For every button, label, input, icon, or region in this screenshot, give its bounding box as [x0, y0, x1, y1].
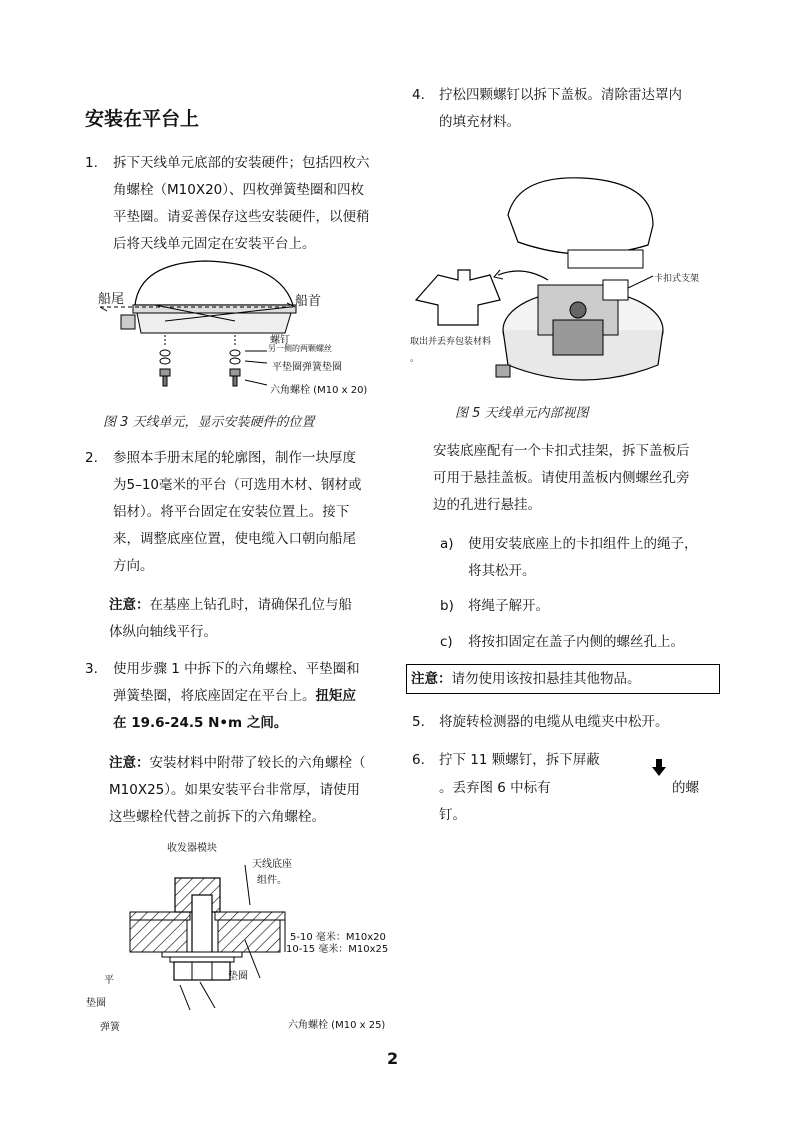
note-1-line: 体纵向轴线平行。 — [109, 624, 217, 640]
sub-b-label: b) — [440, 598, 454, 614]
figure-3-caption: 图 3 天线单元，显示安装硬件的位置 — [103, 415, 315, 430]
motor-block-shape — [553, 320, 603, 355]
step-6-line-1: 拧下 11 颗螺钉，拆下屏蔽 — [439, 752, 600, 768]
leader-line — [200, 982, 215, 1008]
leader-line — [245, 380, 267, 385]
sub-c-label: c) — [440, 634, 453, 650]
hex-head-shape — [174, 962, 230, 980]
other-side-label: 另一侧的两颗螺丝 — [268, 344, 332, 353]
spring-washer-shape — [170, 957, 234, 962]
step-4-line: 的填充材料。 — [439, 114, 520, 130]
note-2-line: 安装材料中附带了较长的六角螺栓（ — [149, 755, 366, 771]
washer-label: 垫圈 — [228, 971, 248, 982]
page-number: 2 — [387, 1049, 399, 1068]
packing-material-shape — [416, 270, 500, 325]
step-1-number: 1. — [85, 155, 98, 171]
step-2-number: 2. — [85, 450, 98, 466]
step-1-text — [113, 150, 370, 258]
step-6-number: 6. — [412, 752, 425, 768]
step-2-line: 铝材）。将平台固定在安装位置上。接下 — [113, 504, 350, 520]
note-3-box — [406, 664, 720, 694]
bolt-shaft-shape — [192, 895, 212, 955]
note-2-line: 这些螺栓代替之前拆下的六角螺栓。 — [109, 809, 325, 825]
hardware-stack-left — [160, 350, 170, 386]
step-3-line: 弹簧垫圈，将底座固定在平台上。 — [113, 688, 316, 704]
sub-a-text — [468, 531, 698, 585]
note-2-line: M10X25）。如果安装平台非常厚，请使用 — [109, 782, 361, 798]
stern-label: 船尾 — [98, 292, 125, 307]
radome-cover-shape — [508, 178, 653, 255]
radome-dome-shape — [135, 261, 293, 305]
flat-label: 平 — [104, 975, 114, 986]
clip-bracket-shape — [603, 280, 628, 300]
leader-line — [245, 361, 267, 363]
step-1-line: 角螺栓（M10X20）、四枚弹簧垫圈和四枚 — [113, 182, 365, 198]
base-label-2: 组件。 — [257, 875, 287, 886]
base-plate-left — [130, 912, 190, 920]
dimension-label-1: 5-10 毫米：M10x20 — [290, 932, 386, 943]
transceiver-label: 收发器模块 — [167, 843, 217, 854]
sub-b-text: 将绳子解开。 — [468, 598, 549, 614]
cable-gland-shape — [496, 365, 510, 377]
paragraph-line: 安装底座配有一个卡扣式挂架，拆下盖板后 — [433, 443, 690, 459]
torque-text: 扭矩应 — [315, 688, 356, 704]
hardware-stack-right — [230, 350, 240, 386]
remove-packing-label: 取出并丢弃包装材料 — [410, 337, 492, 347]
bracket-top-shape — [568, 250, 643, 268]
sub-a-line: 使用安装底座上的卡扣组件上的绳子， — [468, 536, 698, 552]
sub-a-label: a) — [440, 536, 454, 552]
step-1-line: 平垫圈。请妥善保存这些安装硬件，以便稍 — [113, 209, 370, 225]
sub-c-text: 将按扣固定在盖子内侧的螺丝孔上。 — [468, 634, 684, 650]
paragraph-line: 边的孔进行悬挂。 — [433, 497, 541, 513]
dimension-label-2: 10-15 毫米：M10x25 — [286, 944, 389, 955]
leader-line — [180, 985, 190, 1010]
step-3-number: 3. — [85, 661, 98, 677]
platform-left — [130, 920, 187, 952]
step-6-line-2b: 的螺 — [672, 780, 699, 796]
torque-value: 在 19.6-24.5 N•m 之间。 — [113, 715, 288, 731]
step-4-text — [439, 82, 682, 136]
step-2-line: 参照本手册末尾的轮廓图，制作一块厚度 — [113, 450, 356, 466]
step-6-line-3: 钉。 — [439, 807, 466, 823]
leader-line — [245, 865, 250, 905]
step-1-line: 拆下天线单元底部的安装硬件；包括四枚六 — [113, 155, 370, 171]
note-3-text: 请勿使用该按扣悬挂其他物品。 — [451, 671, 641, 687]
step-5-text: 将旋转检测器的电缆从电缆夹中松开。 — [439, 714, 669, 730]
base-plate-right — [215, 912, 285, 920]
hanger-paragraph — [433, 438, 690, 519]
hex-bolt-25-label: 六角螺栓 (M10 x 25) — [288, 1020, 386, 1031]
remove-packing-dot: 。 — [410, 354, 420, 364]
note-2 — [109, 750, 366, 831]
sub-a-line: 将其松开。 — [468, 563, 536, 579]
spring-label: 弹簧 — [100, 1022, 120, 1033]
base-label: 天线底座 — [252, 859, 292, 870]
screw-label: 螺钉 — [270, 335, 290, 346]
step-1-line: 后将天线单元固定在安装平台上。 — [113, 236, 316, 252]
note-3-label: 注意： — [411, 671, 452, 687]
cable-gland-shape — [121, 315, 135, 329]
figure-5-caption: 图 5 天线单元内部视图 — [455, 406, 589, 421]
step-5-number: 5. — [412, 714, 425, 730]
step-2-line: 方向。 — [113, 558, 154, 574]
leader-line — [628, 276, 653, 288]
hex-bolt-label: 六角螺栓 (M10 x 20) — [270, 385, 368, 396]
step-2-line: 为5–10毫米的平台（可选用木材、钢材或 — [113, 477, 362, 493]
step-4-number: 4. — [412, 87, 425, 103]
rotor-shape — [570, 302, 586, 318]
bow-label: 船首 — [295, 294, 322, 309]
step-2-line: 来，调整底座位置，使电缆入口朝向船尾 — [113, 531, 356, 547]
note-2-label: 注意： — [109, 755, 150, 771]
figure-3-antenna-unit — [95, 255, 385, 400]
note-1-label: 注意： — [109, 597, 150, 613]
washers-label: 平垫圈弹簧垫圈 — [272, 362, 342, 373]
step-3-line: 使用步骤 1 中拆下的六角螺栓、平垫圈和 — [113, 661, 360, 677]
remove-arrow — [498, 271, 548, 280]
flat-washer-shape — [162, 952, 242, 957]
step-4-line: 拧松四颗螺钉以拆下盖板。清除雷达罩内 — [439, 87, 682, 103]
note-1 — [109, 592, 352, 646]
down-arrow-icon — [652, 759, 666, 777]
clip-bracket-label: 卡扣式支架 — [654, 274, 700, 284]
stern-arrow — [100, 307, 107, 311]
note-1-line: 在基座上钻孔时，请确保孔位与船 — [149, 597, 352, 613]
pad-label: 垫圈 — [86, 998, 106, 1009]
step-2-text — [113, 445, 362, 580]
platform-right — [218, 920, 280, 952]
step-3-text — [113, 656, 360, 737]
step-6-line-2: 。丢弃图 6 中标有 — [439, 780, 551, 796]
paragraph-line: 可用于悬挂盖板。请使用盖板内侧螺丝孔旁 — [433, 470, 690, 486]
page-title: 安装在平台上 — [85, 108, 200, 130]
